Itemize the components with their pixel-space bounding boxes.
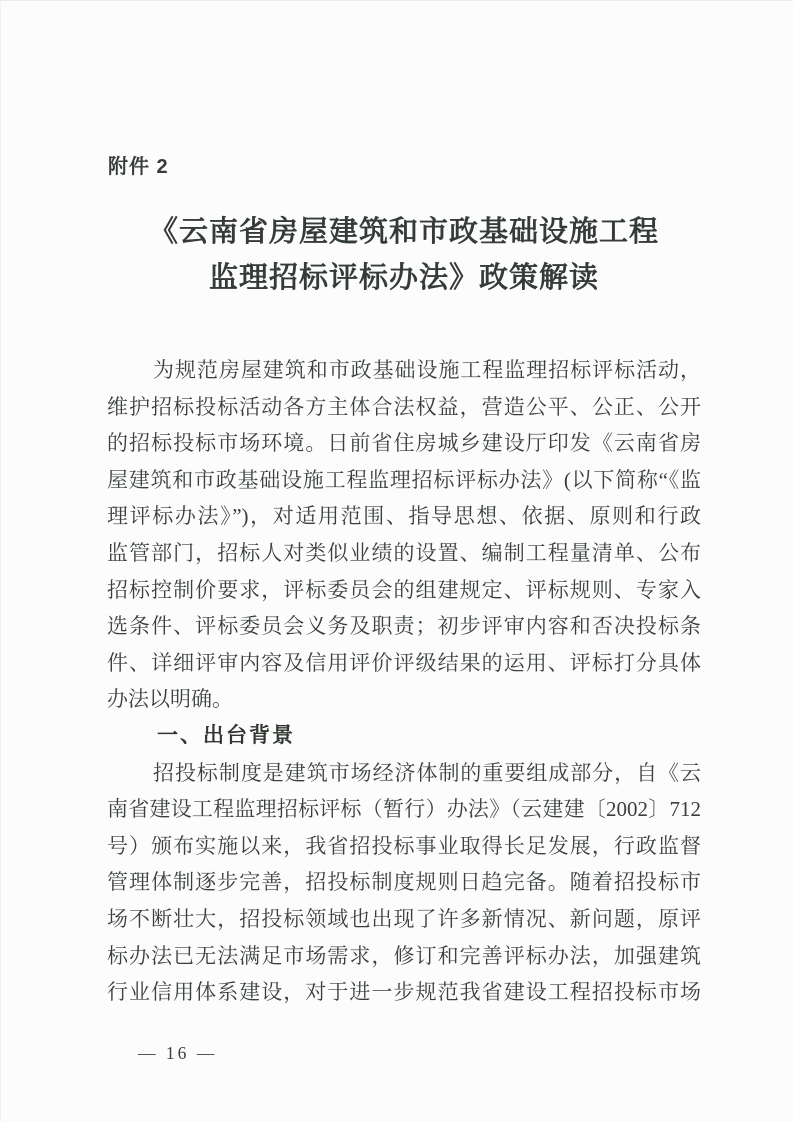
intro-line: 招标控制价要求，评标委员会的组建规定、评标规则、专家入 — [107, 577, 701, 602]
background-line: 管理体制逐步完善，招投标制度规则日趋完备。随着招投标市 — [107, 870, 701, 895]
intro-line: 选条件、评标委员会义务及职责；初步评审内容和否决投标条 — [107, 614, 701, 639]
intro-line: 件、详细评审内容及信用评价评级结果的运用、评标打分具体 — [107, 650, 701, 675]
intro-line: 屋建筑和市政基础设施工程监理招标评标办法》(以下简称“《监 — [107, 467, 701, 492]
attachment-label: 附件 2 — [108, 156, 169, 178]
background-line: 招投标制度是建筑市场经济体制的重要组成部分，自《云 — [153, 760, 701, 785]
background-line: 场不断壮大，招投标领域也出现了许多新情况、新问题，原评 — [107, 906, 701, 931]
document-title-line-1: 《云南省房屋建筑和市政基础设施工程 — [148, 216, 659, 248]
document-title-line-2: 监理招标评标办法》政策解读 — [208, 262, 599, 294]
intro-line: 为规范房屋建筑和市政基础设施工程监理招标评标活动， — [153, 358, 701, 382]
intro-line: 监管部门，招标人对类似业绩的设置、编制工程量清单、公布 — [107, 540, 701, 565]
intro-line: 理评标办法》”)，对适用范围、指导思想、依据、原则和行政 — [107, 504, 701, 529]
background-line: 号）颁布实施以来，我省招投标事业取得长足发展，行政监督 — [107, 833, 701, 858]
document-body — [107, 352, 701, 1011]
section-heading-background: 一、出台背景 — [157, 723, 295, 747]
background-line: 南省建设工程监理招标评标（暂行）办法》（云建建〔2002〕712 — [107, 797, 701, 822]
background-line: 标办法已无法满足市场需求，修订和完善评标办法，加强建筑 — [107, 943, 701, 968]
intro-line: 维护招标投标活动各方主体合法权益，营造公平、公正、公开 — [107, 394, 701, 419]
intro-line: 办法以明确。 — [107, 687, 233, 712]
document-title — [99, 209, 709, 301]
background-line: 行业信用体系建设，对于进一步规范我省建设工程招投标市场 — [107, 980, 701, 1005]
intro-line: 的招标投标市场环境。日前省住房城乡建设厅印发《云南省房 — [107, 431, 701, 456]
page-number: — 16 — — [138, 1043, 218, 1063]
